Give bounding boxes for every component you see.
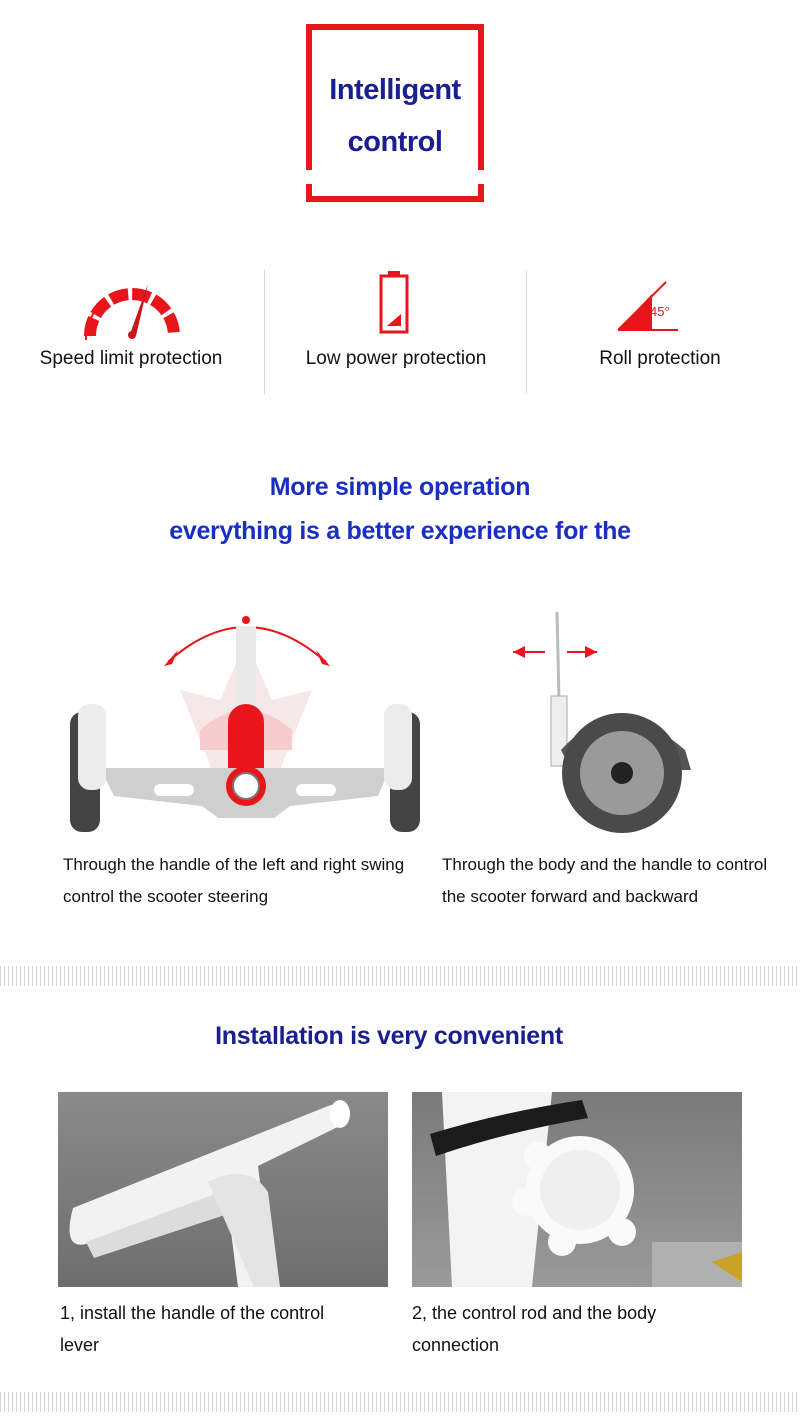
incline-angle-icon (616, 276, 682, 334)
section-title-box (306, 24, 484, 202)
connection-photo-graphic (412, 1092, 742, 1287)
feature-label: Roll protection (599, 348, 721, 369)
feature-low-power (266, 270, 526, 394)
feature-divider (264, 270, 265, 394)
installation-heading: Installation is very convenient (215, 1022, 563, 1050)
handle-photo-graphic (58, 1092, 388, 1287)
step-2-caption-line-2: connection (412, 1335, 500, 1355)
feature-roll (528, 270, 792, 394)
title-line-2: control (347, 126, 443, 158)
handle-photo (58, 1092, 388, 1287)
angle-label: 45° (650, 304, 670, 319)
feature-label: Low power protection (305, 348, 487, 369)
feature-speed-limit (0, 270, 262, 394)
steering-caption-line-1: Through the handle of the left and right swing (63, 855, 405, 874)
bottom-divider (0, 1392, 800, 1412)
step-2-caption (412, 1297, 752, 1361)
forward-backward-caption-line-1: Through the body and the handle to control (442, 855, 768, 874)
battery-low-icon (379, 270, 409, 334)
operation-heading-2: everything is a better experience for the (169, 517, 631, 545)
steering-illustration (60, 600, 430, 840)
feature-divider (526, 270, 527, 394)
title-frame-top (306, 24, 484, 30)
steering-caption-line-2: control the scooter steering (63, 887, 269, 906)
title-line-1: Intelligent (329, 74, 461, 106)
step-1-caption-line-1: 1, install the handle of the control (60, 1303, 325, 1323)
steering-caption (63, 849, 435, 913)
step-2-caption-line-1: 2, the control rod and the body (412, 1303, 657, 1323)
feature-label: Speed limit protection (39, 348, 223, 369)
section-divider (0, 966, 800, 986)
operation-heading-1: More simple operation (269, 473, 531, 501)
forward-backward-caption-line-2: the scooter forward and backward (442, 887, 699, 906)
title-frame-bottom (306, 196, 484, 202)
connection-photo (412, 1092, 742, 1287)
page-title (306, 64, 484, 168)
speedometer-icon (84, 278, 180, 344)
forward-backward-caption (442, 849, 792, 913)
forward-backward-illustration (505, 610, 705, 840)
step-1-caption (60, 1297, 400, 1361)
step-1-caption-line-2: lever (60, 1335, 100, 1355)
